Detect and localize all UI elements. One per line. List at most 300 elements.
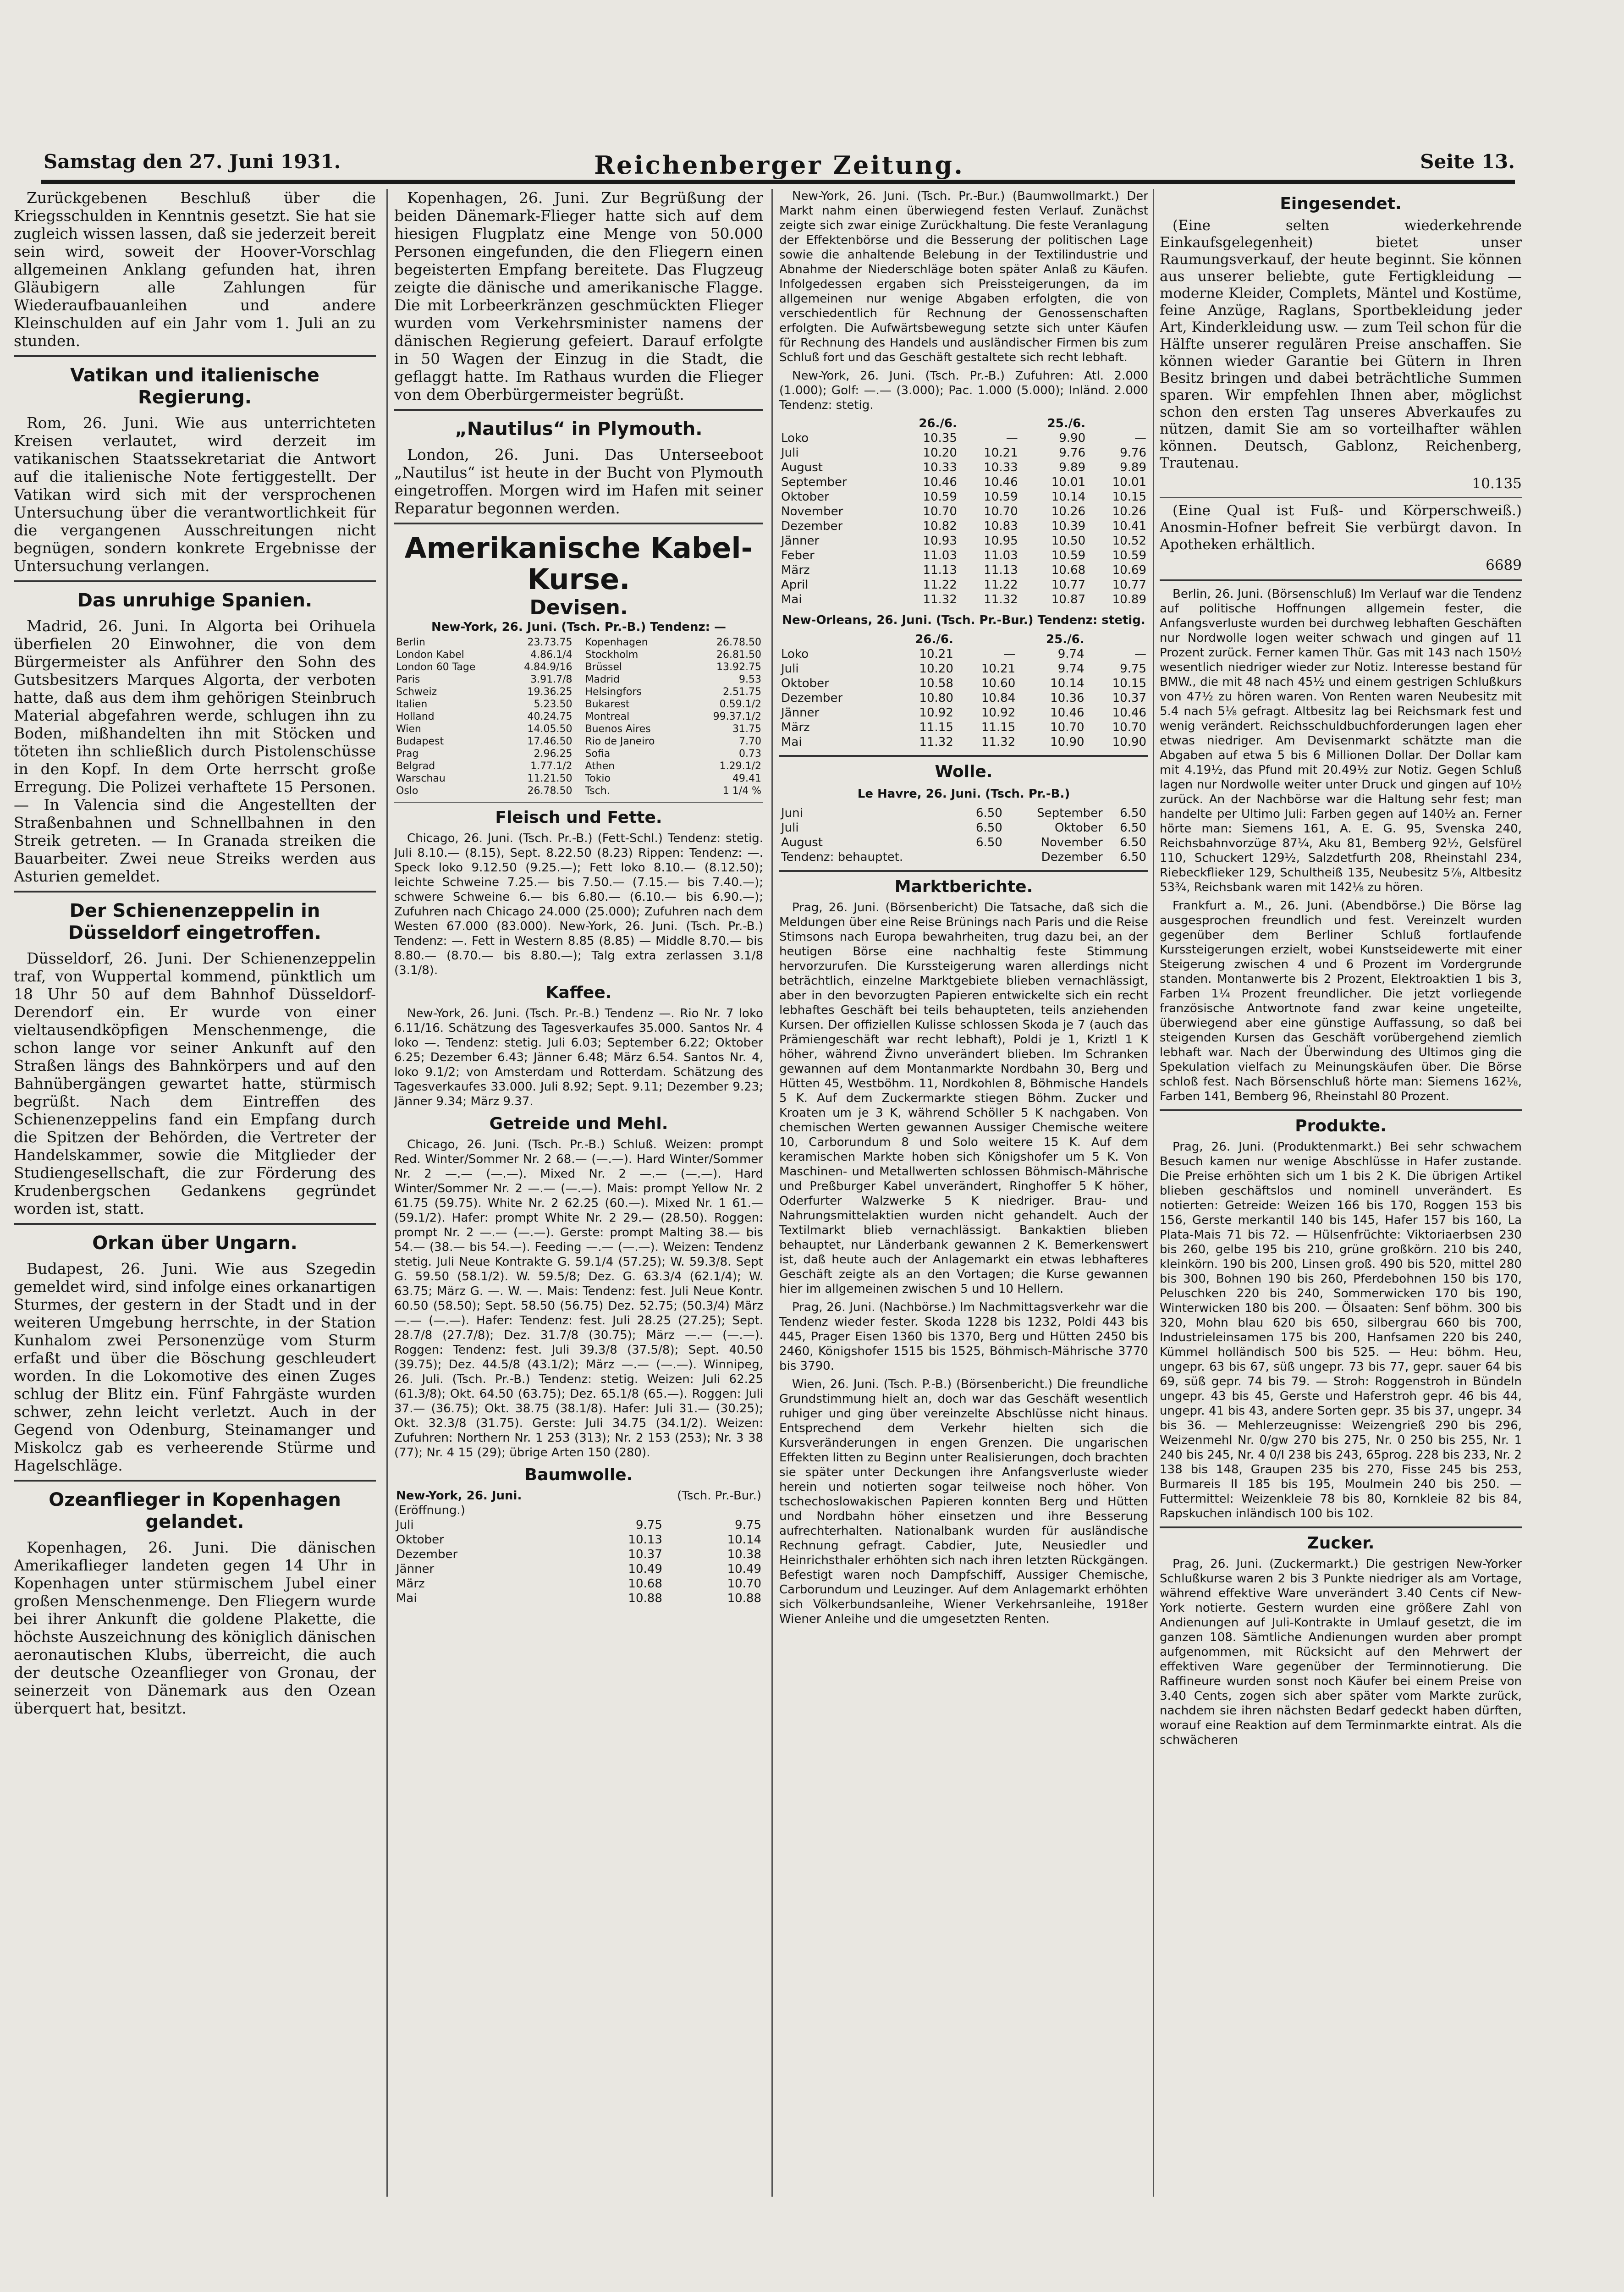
table-cell: Loko	[781, 431, 809, 445]
table-cell: Stockholm	[585, 649, 639, 661]
table-cell: 10.88	[727, 1592, 761, 1605]
table-cell: 10.59	[923, 490, 957, 504]
new-orleans-table	[779, 632, 1148, 749]
column-4	[1160, 189, 1522, 2238]
article-divider	[14, 580, 376, 582]
market-text: Berlin, 26. Juni. (Börsenschluß) Im Verlauf war die Tendenz auf politische Hoffnungen allgemein fester, die Anfangsverluste wurden bei durchweg lebhaften Geschäften nur Nordwolle logen weiter schwach und gingen auf 11 Prozent zurück. Ferner kamen Thür. Gas mit 143 nach 150½ wesentlich niedriger wieder zur Notiz. Interesse bestand für BMW., die mit 48 nach 45½ und einem gestrigen Schlußkurs von 47½ zu hören waren. Von Renten waren Neubesitz mit 5.4 nach 5⅛ gefragt. Altbesitz lag bei Reichsmark fest und wenig verändert. Reichsschuldbuchforderungen lagen eher etwas niedriger. Am Devisenmarkt schätzte man die Abgaben auf etwa 5 bis 6 Millionen Dollar. Der Dollar kam mit 4.19½, das Pfund mit 20.49½ zur Notiz. Gegen Schluß lagen nur Nordwolle weiter unter Druck und gingen auf 10½ zurück. An der Nachbörse war die Haltung sehr fest; man handelte per Ultimo Juli: Farben gegen auf 140½ an. Ferner hörte man: Siemens 161, A. E. G. 95, Svenska 240, Reichsbahnvorzüge 87¼, Aku 81, Bemberg 92½, Gelsfürel 110, Schuckert 129½, Salzdetfurth 208, Rheinstahl 234, Riebeckflieker 129, Schultheiß 135, Neubesitz 5⅞, Altbesitz 53¾, Reichsbank waren mit 142⅛ zu hören.	[1160, 587, 1522, 894]
market-text: Chicago, 26. Juni. (Tsch. Pr.-B.) (Fett-Schl.) Tendenz: stetig. Juli 8.10.— (8.15), Sept. 8.22.50 (8.23) Rippen: Tendenz: —. Speck loko 9.12.50 (9.25.—); Fett loko 8.10.— (8.12.50); leichte Schweine 7.25.— bis 7.50.— (7.15.— bis 7.40.—); schwere Schweine 6.— bis 6.80.— (6.10.— bis 6.90.—); Zufuhren nach Chicago 24.000 (25.000); Zufuhren nach dem Westen 67.000 (83.000). New-York, 26. Juni. (Tsch. Pr.-B.) Tendenz: —. Fett in Western 8.85 (8.85) — Middle 8.70.— bis 8.80.— (8.70.— bis 8.80.—); Talg extra zerlassen 3.1/8 (3.1/8).	[394, 832, 763, 977]
table-row	[584, 698, 764, 711]
table-cell: 6.50	[1120, 821, 1146, 835]
table-cell: 11.22	[984, 578, 1018, 592]
table-cell: 9.89	[1059, 461, 1086, 474]
table-cell: November	[781, 505, 843, 518]
table-cell: 9.74	[1057, 647, 1085, 661]
section-meat-fats: Fleisch und Fette.	[495, 808, 662, 827]
section-market-reports: Marktberichte.	[894, 877, 1033, 896]
table-row	[779, 490, 1148, 504]
table-cell: 9.74	[1057, 662, 1085, 676]
table-header-row	[779, 416, 1148, 431]
table-header-cell	[779, 632, 886, 647]
table-cell: 10.68	[628, 1577, 662, 1591]
table-cell: 0.73	[739, 748, 761, 760]
table-row	[779, 446, 1148, 460]
table-cell: 10.90	[1050, 735, 1085, 749]
table-cell: 10.35	[923, 431, 957, 445]
section-devisen: Devisen.	[529, 596, 628, 619]
table-row	[779, 835, 1148, 850]
devisen-table-right	[584, 636, 764, 797]
table-cell: Prag	[396, 748, 419, 760]
table-cell: April	[781, 578, 809, 592]
table-cell: Tokio	[585, 773, 611, 784]
wool-table	[779, 806, 1148, 865]
table-cell: Loko	[781, 647, 809, 661]
cotton-subhead: (Eröffnung.)	[394, 1504, 465, 1517]
table-row	[779, 534, 1148, 548]
table-cell: 10.33	[984, 461, 1018, 474]
table-cell: Paris	[396, 674, 420, 685]
table-cell: Jänner	[781, 706, 820, 720]
table-cell: 10.70	[984, 505, 1018, 518]
table-header-cell	[1087, 416, 1148, 431]
table-cell: 11.03	[923, 549, 957, 562]
page-number: Seite 13.	[1420, 150, 1515, 173]
table-cell: 10.46	[1112, 706, 1146, 720]
table-cell: 10.13	[628, 1533, 662, 1547]
table-header-cell	[1086, 632, 1148, 647]
table-cell: Dezember	[396, 1548, 458, 1561]
table-cell: 19.36.25	[527, 686, 573, 698]
table-cell: 10.70	[923, 505, 957, 518]
table-cell: 40.24.75	[527, 711, 573, 722]
table-cell: 10.82	[923, 519, 957, 533]
table-cell: 10.49	[628, 1562, 662, 1576]
table-cell: 10.89	[1112, 593, 1146, 606]
table-row	[584, 760, 764, 772]
table-cell: 10.15	[1112, 490, 1146, 504]
table-cell: 10.59	[984, 490, 1018, 504]
table-cell: 11.21.50	[527, 773, 573, 784]
table-row	[394, 711, 574, 723]
issue-date: Samstag den 27. Juni 1931.	[44, 150, 341, 173]
table-cell: Bukarest	[585, 699, 630, 710]
table-cell: März	[396, 1577, 425, 1591]
table-cell: 10.01	[1051, 475, 1086, 489]
table-cell: Rio de Janeiro	[585, 736, 655, 747]
table-cell: Mai	[781, 593, 802, 606]
table-cell: 10.14	[727, 1533, 761, 1547]
table-cell: 17.46.50	[527, 736, 573, 747]
article-divider	[394, 523, 763, 524]
table-cell: 3.91.7/8	[530, 674, 573, 685]
devisen-tables	[394, 636, 763, 797]
table-cell: 10.59	[1112, 549, 1146, 562]
table-cell: 1 1/4 %	[722, 785, 761, 797]
table-header-cell	[779, 416, 891, 431]
article-divider	[14, 891, 376, 893]
table-cell: 10.46	[923, 475, 957, 489]
column-divider	[1153, 189, 1154, 2197]
market-text: Frankfurt a. M., 26. Juni. (Abendbörse.) Die Börse lag ausgesprochen freundlich und fest. Vereinzelt wurden gegenüber dem Berliner Schluß fortlaufende Kurssteigerungen erzielt, wobei Kunstseidewerte mit einer Steigerung zwischen 4 und 6 Prozent im Vordergrunde standen. Montanwerte bis 2 Prozent, Elektroaktien 1 bis 3, Farben 1¼ Prozent freundlicher. Die jetzt vorliegende französische Antwortnote fand zwar keine ungeteilte, überwiegend aber eine günstige Auffassung, so daß bei steigenden Kursen das Geschäft vorübergehend ziemlich lebhaft war. Nach der Überwindung des Ultimos ging die Spekulation vielfach zu Meinungskäufen über. Die Börse schloß fest. Nach Börsenschluß hörte man: Siemens 162⅛, Farben 141, Bemberg 96, Rheinstahl 80 Prozent.	[1160, 899, 1522, 1103]
table-cell: Juni	[781, 806, 803, 820]
table-cell: 10.37	[1112, 691, 1146, 705]
table-cell: 14.05.50	[527, 723, 573, 735]
table-cell: Warschau	[396, 773, 446, 784]
table-cell: 13.92.75	[716, 661, 761, 673]
table-cell: Tendenz: behauptet.	[781, 850, 903, 864]
table-row	[394, 772, 574, 785]
table-cell: Juli	[396, 1518, 414, 1532]
table-cell: 11.32	[923, 593, 957, 606]
table-cell: 26.78.50	[716, 637, 761, 648]
table-cell: Dezember	[1041, 850, 1103, 864]
wool-head: Le Havre, 26. Juni. (Tsch. Pr.-B.)	[857, 787, 1070, 801]
table-cell: London 60 Tage	[396, 661, 476, 673]
table-row	[394, 1562, 763, 1576]
section-cotton: Baumwolle.	[524, 1466, 633, 1484]
table-cell: 10.21	[981, 662, 1016, 676]
headline-vatican: Vatikan und italienische Regierung.	[70, 365, 319, 408]
table-cell: Oktober	[781, 677, 829, 690]
table-cell: 10.87	[1051, 593, 1086, 606]
table-cell: 11.32	[981, 735, 1016, 749]
devisen-head: New-York, 26. Juni. (Tsch. Pr.-B.) Tendenz: —	[431, 620, 727, 634]
market-text: New-York, 26. Juni. (Tsch. Pr.-B.) Tendenz —. Rio Nr. 7 loko 6.11/16. Schätzung des Tagesverkaufes 35.000. Santos Nr. 4 loko —. Tendenz: stetig. Juli 6.03; September 6.22; Oktober 6.25; Dezember 6.43; Jänner 6.48; März 6.54. Santos Nr. 4, loko 9.1/2; von Amsterdam und Rotterdam. Schätzung des Tagesverkaufes 33.000. Juli 8.92; Sept. 9.11; Dezember 9.23; Jänner 9.34; März 9.37.	[394, 1007, 763, 1108]
table-row	[394, 1576, 763, 1591]
table-row	[584, 686, 764, 698]
table-cell: 10.14	[1051, 490, 1086, 504]
table-cell: August	[781, 836, 823, 849]
table-cell: 11.13	[984, 563, 1018, 577]
table-row	[779, 519, 1148, 534]
column-divider	[771, 189, 773, 2197]
article-text: London, 26. Juni. Das Unterseeboot „Nautilus“ ist heute in der Bucht von Plymouth eingetroffen. Morgen wird im Hafen mit seiner Reparatur begonnen werden.	[394, 446, 763, 517]
table-row	[779, 661, 1148, 676]
table-cell: 11.03	[984, 549, 1018, 562]
table-cell: Mai	[781, 735, 802, 749]
table-cell: 10.69	[1112, 563, 1146, 577]
table-row	[394, 673, 574, 686]
table-cell: Helsingfors	[585, 686, 642, 698]
table-cell: 10.77	[1051, 578, 1086, 592]
table-cell: 11.22	[923, 578, 957, 592]
table-cell: 11.15	[981, 721, 1016, 734]
table-row	[584, 673, 764, 686]
article-text: Düsseldorf, 26. Juni. Der Schienenzeppelin traf, von Wuppertal kommend, pünktlich um 18 Uhr 50 auf dem Bahnhof Düsseldorf-Derendorf ein. Er wurde von einer vieltausendköpfigen Menschenmenge, die schon lange vor seiner Ankunft auf den Straßen längs des Bahnkörpers und auf den Bahnübergängen gewartet hatte, stürmisch begrüßt. Nach dem Eintreffen des Schienenzeppelins fand ein Empfang durch die Spitzen der Behörden, die Vertreter der Handelskammer, sowie die Mitglieder der Studiengesellschaft, die zur Förderung des Krudenbergschen Gedankens gegründet worden ist, statt.	[14, 949, 376, 1218]
table-cell: 6.50	[975, 836, 1002, 849]
table-cell: 10.14	[1050, 677, 1085, 690]
article-text: Kopenhagen, 26. Juni. Zur Begrüßung der beiden Dänemark-Flieger hatte sich auf dem hiesigen Flugplatz eine Menge von 50.000 Personen eingefunden, die den Fliegern einen begeisterten Empfang bereitete. Das Flugzeug zeigte die dänische und amerikanische Flagge. Die mit Lorbeerkränzen geschmückten Flieger wurden vom Verkehrsminister namens der dänischen Regierung gefeiert. Darauf erfolgte in 50 Wagen der Einzug in die Stadt, die geflaggt hatte. Im Rathaus wurden die Flieger von dem Oberbürgermeister begrüßt.	[394, 189, 763, 403]
table-row	[779, 592, 1148, 607]
article-text: Zurückgebenen Beschluß über die Kriegsschulden in Kenntnis gesetzt. Sie hat sie zugleich wissen lassen, daß sie jederzeit bereit sein wird, soweit der Hoover-Vorschlag allgemeinen Anklang gefunden hat, ihren Gläubigern alle Zahlungen für Wiederaufbauanleihen und andere Kleinschulden auf ein Jahr vom 1. Juli an zu stunden.	[14, 189, 376, 350]
table-row	[394, 748, 574, 760]
section-sugar: Zucker.	[1307, 1534, 1375, 1553]
table-row	[779, 578, 1148, 592]
table-row	[394, 735, 574, 748]
table-cell: Jänner	[396, 1562, 435, 1576]
table-cell: Berlin	[396, 637, 425, 648]
table-cell: 6.50	[1120, 836, 1146, 849]
table-cell: 10.70	[727, 1577, 761, 1591]
headline-spain: Das unruhige Spanien.	[77, 590, 313, 611]
table-cell: 11.15	[919, 721, 953, 734]
advert-text: (Eine selten wiederkehrende Einkaufsgelegenheit) bietet unser Raumungsverkauf, der heute beginnt. Sie können aus unserer beliebte, gute Fertigkleidung — moderne Kleider, Complets, Mäntel und Kostüme, feine Anzüge, Raglans, Sportbekleidung jeder Art, Kinderkleidung usw. — zum Teil schon für die Hälfte unserer regulären Preise anschaffen. Sie können wieder Garantie bei Gütern in Ihren Besitz bringen und dabei beträchtliche Summen sparen. Wir empfehlen Ihnen aber, möglichst schon den ersten Tag unseres Abverkaufes zu nützen, damit Sie am so vorteilhafter wählen können. Deutsch, Gablonz, Reichenberg, Trautenau.	[1160, 217, 1522, 471]
table-row	[779, 475, 1148, 490]
table-cell: 10.21	[984, 446, 1018, 460]
article-divider	[14, 355, 376, 357]
cotton-table	[394, 1518, 763, 1606]
table-cell: 10.36	[1050, 691, 1085, 705]
table-cell: März	[781, 721, 810, 734]
column-divider	[386, 189, 388, 2197]
column-1	[14, 189, 376, 2238]
table-cell: Juli	[781, 821, 799, 835]
table-row	[394, 686, 574, 698]
table-cell: 10.92	[981, 706, 1016, 720]
table-cell: 6.50	[1120, 850, 1146, 864]
table-row	[779, 806, 1148, 821]
table-cell: Tsch.	[585, 785, 610, 797]
table-row	[779, 735, 1148, 749]
table-cell: 10.88	[628, 1592, 662, 1605]
section-eingesendet: Eingesendet.	[1280, 194, 1402, 213]
ny-cotton-table	[779, 416, 1148, 607]
table-row	[394, 1591, 763, 1606]
table-cell: 10.95	[984, 534, 1018, 548]
table-cell: 9.75	[1120, 662, 1146, 676]
table-row	[779, 647, 1148, 661]
table-cell: 10.83	[984, 519, 1018, 533]
headline-hungary: Orkan über Ungarn.	[92, 1233, 297, 1254]
table-cell: 10.52	[1112, 534, 1146, 548]
table-header-cell: 26./6.	[919, 417, 957, 430]
section-wool: Wolle.	[935, 762, 993, 781]
section-divider	[1160, 1526, 1522, 1528]
table-cell: 31.75	[732, 723, 761, 735]
table-cell: 10.20	[923, 446, 957, 460]
table-cell: Dezember	[781, 691, 843, 705]
table-row	[394, 723, 574, 735]
table-cell: Juli	[781, 446, 799, 460]
table-cell: Madrid	[585, 674, 620, 685]
table-cell: 10.58	[919, 677, 953, 690]
table-cell: Italien	[396, 699, 428, 710]
table-cell: 10.93	[923, 534, 957, 548]
market-text: New-York, 26. Juni. (Tsch. Pr.-B.) Zufuhren: Atl. 2.000 (1.000); Golf: —.— (3.000); Pac. 1.000 (5.000); Inländ. 2.000 Tendenz: stetig.	[779, 369, 1148, 412]
table-cell: 10.59	[1051, 549, 1086, 562]
table-cell: 10.26	[1051, 505, 1086, 518]
table-cell: 6.50	[975, 821, 1002, 835]
masthead: Reichenberger Zeitung.	[594, 150, 964, 180]
table-cell: London Kabel	[396, 649, 464, 661]
table-cell: 2.96.25	[534, 748, 573, 760]
market-text: Chicago, 26. Juni. (Tsch. Pr.-B.) Schluß. Weizen: prompt Red. Winter/Sommer Nr. 2 68.— (—.—). Hard Winter/Sommer Nr. 2 —.— (—.—). Mixed Nr. 2 —.— (—.—). Hard Winter/Sommer Nr. 2 —.— (—.—). Mais: prompt Yellow Nr. 2 61.75 (59.75). White Nr. 2 62.25 (60.—). Mixed Nr. 1 61.— (59.1/2). Hafer: prompt White Nr. 2 29.— (28.50). Roggen: prompt Nr. 2 —.— (—.—). Gerste: prompt Malting 38.— bis 54.— (38.— bis 54.—). Feeding —.— (—.—). Weizen: Tendenz stetig. Juli Neue Kontrakte G. 59.1/4 (57.25); W. 59.3/8. Sept G. 59.50 (58.1/2). W. 59.5/8; Dez. G. 63.3/4 (62.1/4); W. 63.75; März G. —. W. —. Mais: Tendenz: fest. Juli Neue Kontr. 60.50 (58.50); Sept. 58.50 (56.75) Dez. 52.75; (50.3/4) März —.— (—.—). Hafer: Tendenz: fest. Juli 28.25 (27.25); Sept. 28.7/8 (27.7/8); Dez. 31.7/8 (30.75); März —.— (—.—). Roggen: Tendenz: fest. Juli 39.3/8 (37.5/8); Sept. 40.50 (39.75); Dez. 44.5/8 (43.1/2); März —.— (—.—). Winnipeg, 26. Juli. (Tsch. Pr.-B.) Tendenz: stetig. Weizen: Juli 62.25 (61.3/8); Okt. 64.50 (63.75); Dez. 65.1/8 (65.—). Roggen: Juli 37.— (36.75); Okt. 38.75 (38.1/8). Hafer: Juli 31.— (30.25); Okt. 32.3/8 (31.75). Gerste: Juli 34.75 (34.1/2). Weizen: Zufuhren: Northern Nr. 1 253 (313); Nr. 2 153 (253); Nr. 3 38 (77); Nr. 4 15 (29); übrige Arten 150 (280).	[394, 1138, 763, 1460]
table-cell: 4.84.9/16	[524, 661, 573, 673]
table-cell: Schweiz	[396, 686, 437, 698]
table-cell: —	[1134, 431, 1146, 445]
article-text: Rom, 26. Juni. Wie aus unterrichteten Kreisen verlautet, wird derzeit im vatikanischen Staatssekretariat die Antwort auf die italienische Note fertiggestellt. Der Vatikan wird sich mit der versprochenen Untersuchung über die verantwortlichkeit für die vergangenen Ausschreitungen nicht begnügen, sondern konkrete Ergebnisse der Untersuchung verlangen.	[14, 414, 376, 575]
article-text: Budapest, 26. Juni. Wie aus Szegedin gemeldet wird, sind infolge eines orkanartigen Sturmes, der gestern in der Stadt und in der weiteren Umgebung herrschte, in der Station Kunhalom zwei Personenzüge vom Sturm erfaßt und über die Böschung geschleudert worden. In die Lokomotive des einen Zuges schlug der Blitz ein. Fünf Fahrgäste wurden schwer, zehn leicht verletzt. Auch in der Gegend von Odenburg, Steinamanger und Miskolcz gab es verheerende Stürme und Hagelschläge.	[14, 1260, 376, 1474]
table-row	[779, 563, 1148, 578]
table-cell: Holland	[396, 711, 435, 722]
table-row	[584, 735, 764, 748]
table-cell: Feber	[781, 549, 815, 562]
table-row	[779, 850, 1148, 865]
table-cell: —	[1003, 647, 1016, 661]
table-header-cell	[955, 632, 1017, 647]
table-cell: Wien	[396, 723, 421, 735]
table-cell: September	[781, 475, 847, 489]
table-cell: Oktober	[781, 490, 829, 504]
table-cell: 1.77.1/2	[530, 760, 573, 772]
table-row	[779, 548, 1148, 563]
article-text: Kopenhagen, 26. Juni. Die dänischen Amerikaflieger landeten gegen 14 Uhr in Kopenhagen unter stürmischem Jubel einer großen Menschenmenge. Den Fliegern wurde bei ihrer Ankunft die goldene Plakette, die höchste Auszeichnung des königlich dänischen aeronautischen Klubs, überreicht, die auch der deutsche Ozeanflieger von Gronau, der seinerzeit von Dänemark aus den Ozean überquert hat, besitzt.	[14, 1538, 376, 1717]
table-cell: 10.39	[1051, 519, 1086, 533]
table-cell: 10.80	[919, 691, 953, 705]
cotton-head-city: New-York, 26. Juni.	[396, 1489, 522, 1503]
page-header	[44, 146, 1515, 179]
table-cell: 10.38	[727, 1548, 761, 1561]
table-cell: 26.78.50	[527, 785, 573, 797]
table-cell: 4.86.1/4	[530, 649, 573, 661]
table-cell: Jänner	[781, 534, 820, 548]
table-cell: 11.13	[923, 563, 957, 577]
table-cell: 26.81.50	[716, 649, 761, 661]
table-cell: 10.21	[919, 647, 953, 661]
section-produce: Produkte.	[1295, 1117, 1387, 1135]
table-row	[394, 698, 574, 711]
column-3	[779, 189, 1148, 2238]
table-row	[584, 636, 764, 649]
table-row	[584, 772, 764, 785]
table-cell: Mai	[396, 1592, 417, 1605]
table-row	[584, 661, 764, 673]
table-cell: —	[1006, 431, 1018, 445]
table-cell: 5.23.50	[534, 699, 573, 710]
table-cell: August	[781, 461, 823, 474]
table-cell: 10.49	[727, 1562, 761, 1576]
table-row	[394, 661, 574, 673]
table-cell: 10.37	[628, 1548, 662, 1561]
table-cell: Budapest	[396, 736, 444, 747]
table-cell: Oktober	[396, 1533, 444, 1547]
table-row	[394, 636, 574, 649]
table-row	[394, 760, 574, 772]
table-row	[584, 785, 764, 797]
table-cell: Belgrad	[396, 760, 435, 772]
article-divider	[14, 1480, 376, 1482]
section-divider	[779, 870, 1148, 872]
table-cell: Kopenhagen	[585, 637, 648, 648]
devisen-table-left	[394, 636, 574, 797]
table-cell: 10.26	[1112, 505, 1146, 518]
table-row	[779, 431, 1148, 446]
table-cell: Juli	[781, 662, 799, 676]
table-cell: 9.75	[735, 1518, 761, 1532]
table-cell: 49.41	[732, 773, 761, 784]
market-text: Prag, 26. Juni. (Zuckermarkt.) Die gestrigen New-Yorker Schlußkurse waren 2 bis 3 Punkte niedriger als am Vortage, während effektive Ware unverändert 3.40 Cents cif New-York notierte. Gestern wurden eine größere Zahl von Andienungen auf Juli-Kontrakte in Umlauf gesetzt, die im ganzen 108. Sämtliche Andienungen wurden aber prompt aufgenommen, mit Rücksicht auf den Mehrwert der effektiven Ware gegenüber der Terminnotierung. Die Raffineure wurden sonst noch Käufer bei einem Preise von 3.40 Cents, zogen sich aber später vom Markte zurück, nachdem sie ihren nächsten Bedarf gedeckt haben dürften, worauf eine Reaktion auf dem Terminmarkte eintrat. Als die schwächeren	[1160, 1557, 1522, 1747]
table-header-cell: 26./6.	[915, 633, 953, 646]
table-cell: November	[1040, 836, 1103, 849]
table-cell: 2.51.75	[723, 686, 761, 698]
table-cell: Athen	[585, 760, 615, 772]
section-coffee: Kaffee.	[545, 983, 612, 1002]
table-cell: März	[781, 563, 810, 577]
column-2	[394, 189, 763, 2238]
table-row	[394, 785, 574, 797]
table-row	[779, 720, 1148, 735]
table-row	[779, 705, 1148, 720]
table-cell: 6.50	[1120, 806, 1146, 820]
cotton-head	[394, 1488, 763, 1503]
table-row	[779, 460, 1148, 475]
table-cell: 9.89	[1120, 461, 1146, 474]
table-row	[584, 748, 764, 760]
table-cell: 10.68	[1051, 563, 1086, 577]
cotton-head-source: (Tsch. Pr.-Bur.)	[677, 1489, 761, 1503]
headline-cable-rates: Amerikanische Kabel-Kurse.	[404, 531, 753, 596]
table-cell: 11.32	[919, 735, 953, 749]
market-text: New-York, 26. Juni. (Tsch. Pr.-Bur.) (Baumwollmarkt.) Der Markt nahm einen überwiegend festen Verlauf. Zunächst zeigte sich zwar einige Zurückhaltung. Die feste Veranlagung der Effektenbörse und die Besserung der politischen Lage sowie die anhaltende Belebung in der Textilindustrie und Abnahme der Niederschläge boten später Anlaß zu Käufen. Infolgedessen ergaben sich Preissteigerungen, da im allgemeinen nur wenige Abgaben erfolgten, die von verschiedentlich für Rechnung der Genossenschaften erfolgten. Die Aufwärtsbewegung setzte sich unter Käufen für Rechnung des Handels und ausländischer Firmen bis zum Schluß fort und das Geschäft gestaltete sich recht lebhaft.	[779, 189, 1148, 364]
market-text: Prag, 26. Juni. (Produktenmarkt.) Bei sehr schwachem Besuch kamen nur wenige Abschlüsse in Hafer zustande. Die Preise erhöhten sich um 1 bis 2 K. Die übrigen Artikel blieben geschäftslos und nominell unverändert. Es notierten: Getreide: Weizen 166 bis 170, Roggen 153 bis 156, Gerste merkantil 140 bis 145, Hafer 157 bis 160, La Plata-Mais 71 bis 72. — Hülsenfrüchte: Viktoriaerbsen 230 bis 260, gelbe 195 bis 210, grüne großkörn. 210 bis 240, kleinkörn. 190 bis 200, Linsen groß. 490 bis 520, mittel 280 bis 300, Bohnen 190 bis 260, Pferdebohnen 150 bis 170, Peluschken 220 bis 240, Sommerwicken 170 bis 190, Winterwicken 180 bis 200. — Ölsaaten: Senf böhm. 300 bis 320, Mohn blau 620 bis 650, silbergrau 660 bis 700, Industrieleinsamen 175 bis 200, Hanfsamen 220 bis 240, Kümmel holländisch 500 bis 525. — Heu: böhm. Heu, ungepr. 63 bis 67, süß ungepr. 73 bis 77, gepr. sauer 64 bis 69, süß gepr. 74 bis 79. — Stroh: Roggenstroh in Bündeln ungepr. 43 bis 45, Gerste und Haferstroh gepr. 46 bis 44, ungepr. 41 bis 43, andere Sorten gepr. 35 bis 37, ungepr. 34 bis 36. — Mehlerzeugnisse: Weizengrieß 290 bis 296, Weizenmehl Nr. 0/gw 270 bis 275, Nr. 0 250 bis 255, Nr. 1 240 bis 245, Nr. 4 0/I 238 bis 243, 65prog. 228 bis 233, Nr. 2 138 bis 148, Graupen 235 bis 270, Fisse 245 bis 253, Burmareis II 185 bis 195, Moulmein 240 bis 250. — Futtermittel: Weizenkleie 78 bis 80, Kornkleie 82 bis 84, Rapskuchen inländisch 100 bis 102.	[1160, 1140, 1522, 1521]
table-cell: 10.01	[1112, 475, 1146, 489]
table-cell: 9.76	[1120, 446, 1146, 460]
headline-zeppelin: Der Schienenzeppelin in Düsseldorf eingetroffen.	[68, 900, 321, 943]
table-cell: 6.50	[975, 806, 1002, 820]
market-text: Prag, 26. Juni. (Nachbörse.) Im Nachmittagsverkehr war die Tendenz wieder fester. Skoda 1228 bis 1232, Poldi 443 bis 445, Prager Eisen 1360 bis 1370, Berg und Hütten 2450 bis 2460, Königshofer 1515 bis 1525, Böhmisch-Mährische 3770 bis 3790.	[779, 1300, 1148, 1373]
article-divider	[394, 409, 763, 411]
table-cell: 10.60	[981, 677, 1016, 690]
table-header-row	[779, 632, 1148, 647]
table-cell: 10.46	[1050, 706, 1085, 720]
table-cell: Dezember	[781, 519, 843, 533]
table-cell: September	[1037, 806, 1103, 820]
table-cell: 9.53	[739, 674, 761, 685]
table-cell: 10.15	[1112, 677, 1146, 690]
table-cell: 10.41	[1112, 519, 1146, 533]
table-cell: 10.46	[984, 475, 1018, 489]
table-row	[779, 691, 1148, 705]
table-row	[779, 821, 1148, 835]
table-row	[394, 1518, 763, 1532]
table-row	[584, 649, 764, 661]
advert-text: (Eine Qual ist Fuß- und Körperschweiß.) Anosmin-Hofner befreit Sie verbürgt davon. In Apotheken erhältlich.	[1160, 502, 1522, 553]
article-divider	[14, 1223, 376, 1225]
table-cell: Brüssel	[585, 661, 622, 673]
table-cell: 1.29.1/2	[719, 760, 761, 772]
table-cell: 7.70	[739, 736, 761, 747]
headline-nautilus: „Nautilus“ in Plymouth.	[455, 419, 703, 440]
table-cell: 10.92	[919, 706, 953, 720]
table-row	[779, 676, 1148, 691]
section-divider	[1160, 1109, 1522, 1111]
table-cell: Oslo	[396, 785, 418, 797]
table-cell: 11.32	[984, 593, 1018, 606]
table-cell: 10.77	[1112, 578, 1146, 592]
table-cell: 10.70	[1112, 721, 1146, 734]
section-divider	[394, 802, 763, 803]
table-row	[394, 1532, 763, 1547]
table-cell: 23.73.75	[527, 637, 573, 648]
table-cell: Buenos Aires	[585, 723, 651, 735]
table-row	[394, 1547, 763, 1562]
table-cell: 10.90	[1112, 735, 1146, 749]
advert-number: 10.135	[1472, 475, 1522, 492]
table-cell: 10.50	[1051, 534, 1086, 548]
article-text: Madrid, 26. Juni. In Algorta bei Orihuela überfielen 20 Einwohner, die von dem Bürgermeister als Anführer den Sohn des Gutsbesitzers Marques Algorta, der verboten hatte, daß aus dem ihm gehörigen Steinbruch Material abgefahren werde, schlugen ihn zu Boden, mißhandelten ihn mit Stöcken und töteten ihn schließlich durch Pistolenschüsse in den Kopf. In dem Orte herrscht große Erregung. Die Polizei verhaftete 15 Personen. — In Valencia sind die Angestellten der Straßenbahnen und Schnellbahnen in den Streik getreten. — In Granada streiken die Bauarbeiter. Zwei neue Streiks werden aus Asturien gemeldet.	[14, 617, 376, 885]
table-cell: 0.59.1/2	[719, 699, 761, 710]
table-row	[779, 504, 1148, 519]
